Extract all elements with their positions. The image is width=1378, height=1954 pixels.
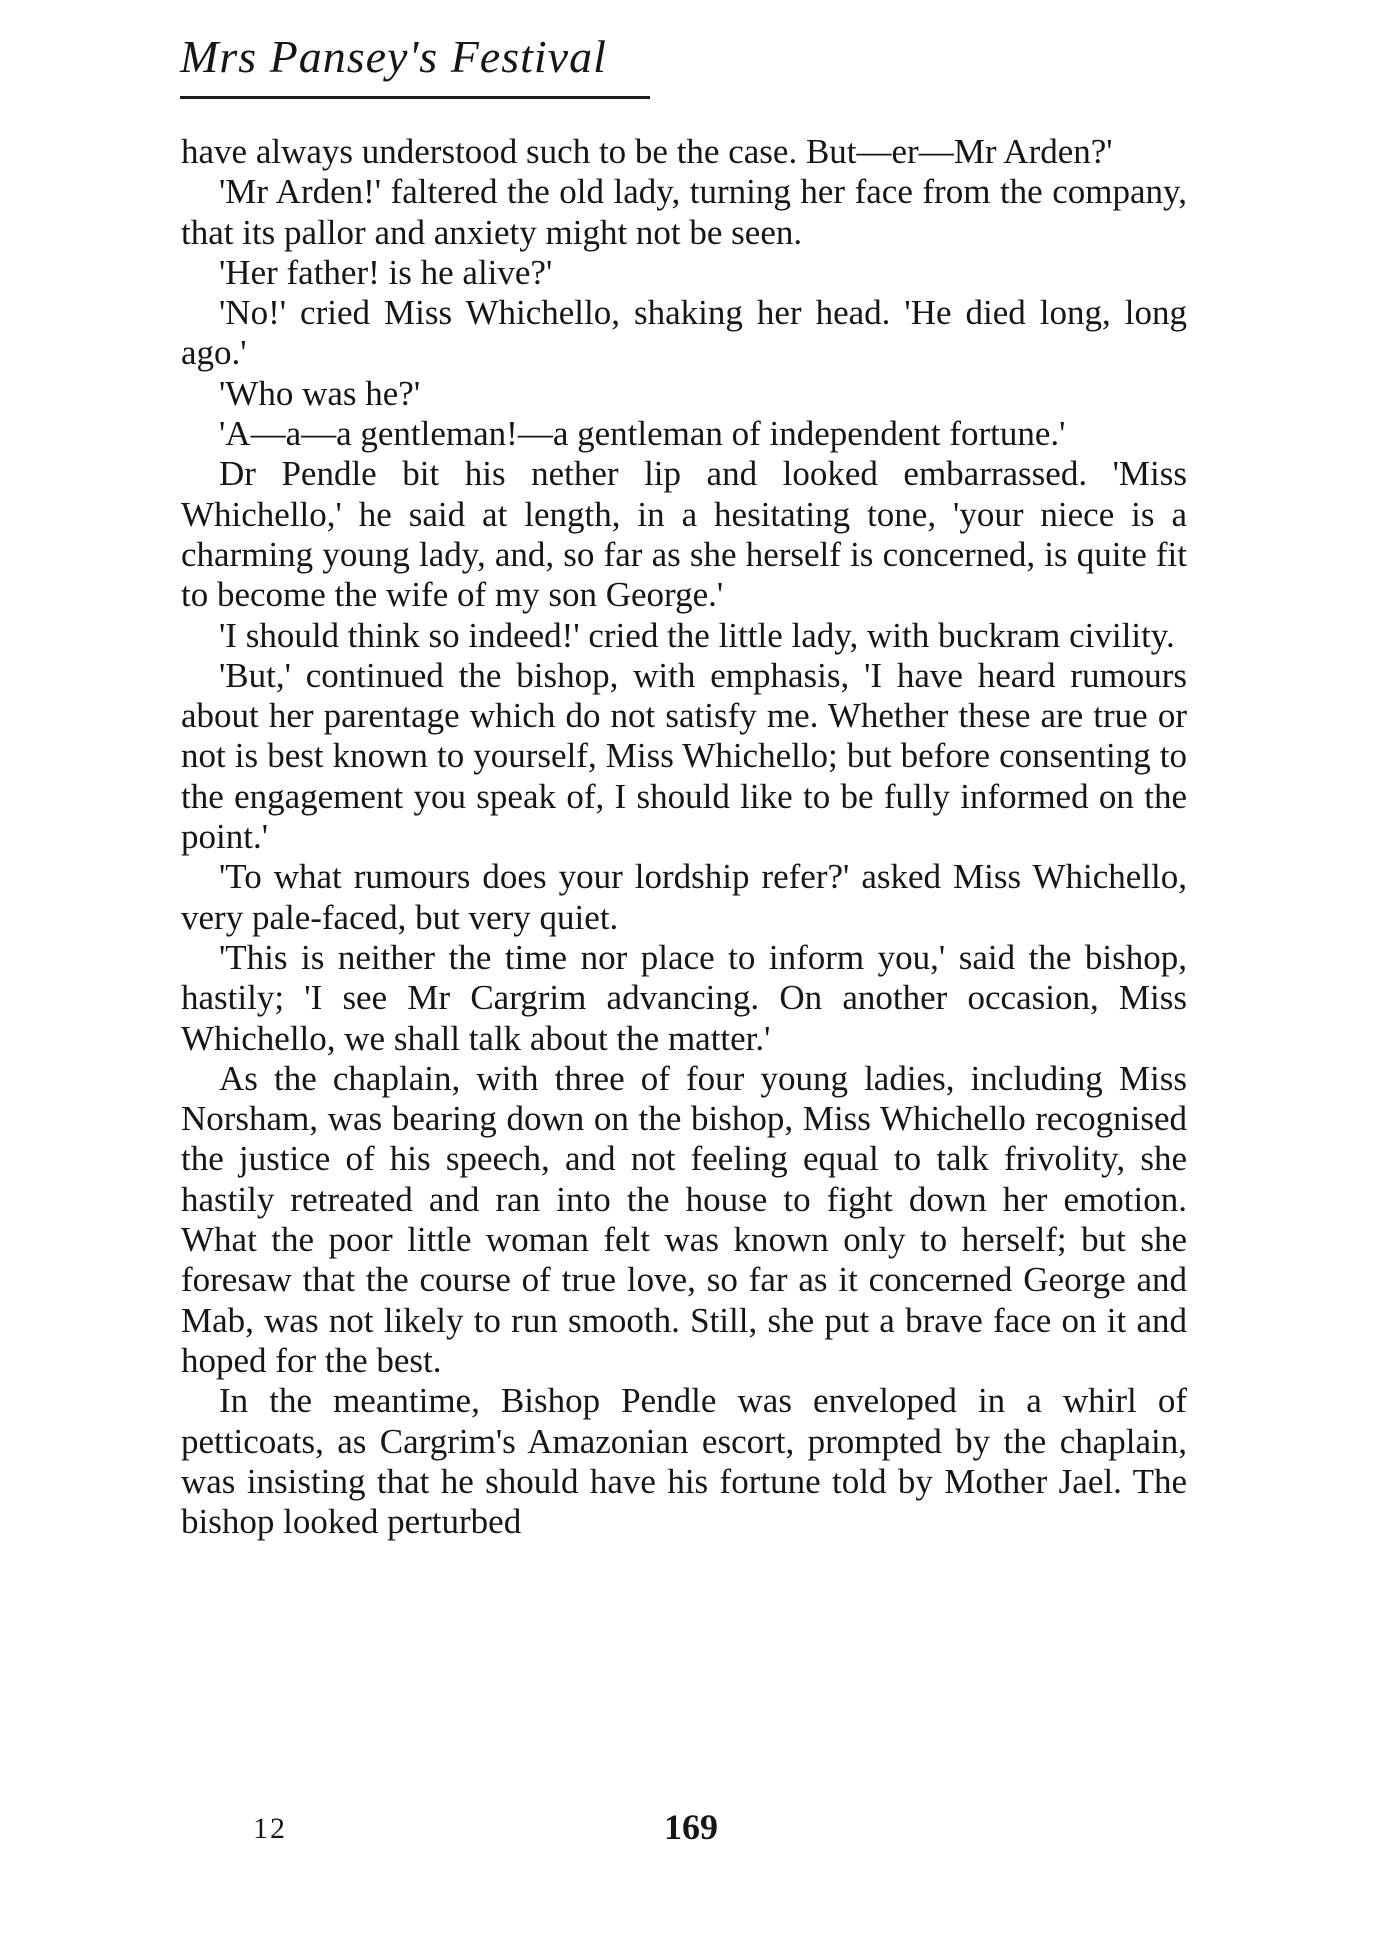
paragraph: 'No!' cried Miss Whichello, shaking her head. 'He died long, long ago.': [181, 293, 1187, 373]
paragraph: 'A—a—a gentleman!—a gentleman of independent fortune.': [219, 414, 1066, 454]
paragraph: 'To what rumours does your lordship refer?' asked Miss Whichello, very pale-faced, but very quiet.: [181, 857, 1187, 937]
paragraph: have always understood such to be the case. But—er—Mr Arden?': [181, 132, 1113, 171]
header-rule: [180, 96, 650, 99]
paragraph: In the meantime, Bishop Pendle was enveloped in a whirl of petticoats, as Cargrim's Amazonian escort, prompted by the chaplain, was insisting that he should have his fortune told by Mother Jael. The bishop looked perturbed: [181, 1381, 1187, 1542]
paragraph: 'Mr Arden!' faltered the old lady, turning her face from the company, that its pallor and anxiety might not be seen.: [181, 172, 1187, 252]
paragraph: 'But,' continued the bishop, with emphasis, 'I have heard rumours about her parentage which do not satisfy me. Whether these are true or not is best known to yourself, Miss Whichello; but before consenting to the engagement you speak of, I should like to be fully informed on the point.': [181, 655, 1187, 857]
signature-mark: 12: [253, 1812, 287, 1845]
paragraph: 'I should think so indeed!' cried the little lady, with buckram civility.: [219, 615, 1175, 655]
paragraph: 'Her father! is he alive?': [219, 252, 553, 292]
running-head: Mrs Pansey's Festival: [180, 31, 607, 82]
page-number: 169: [664, 1807, 718, 1847]
paragraph: As the chaplain, with three of four young ladies, including Miss Norsham, was bearing down on the bishop, Miss Whichello recognised the justice of his speech, and not feeling equal to talk frivolity, she hastily retreated and ran into the house to fight down her emotion. What the poor little woman felt was known only to herself; but she foresaw that the course of true love, so far as it concerned George and Mab, was not likely to run smooth. Still, she put a brave face on it and hoped for the best.: [181, 1058, 1187, 1380]
paragraph: Dr Pendle bit his nether lip and looked embarrassed. 'Miss Whichello,' he said at length, in a hesitating tone, 'your niece is a charming young lady, and, so far as she herself is concerned, is quite fit to become the wife of my son George.': [181, 454, 1187, 615]
paragraph: 'Who was he?': [219, 373, 421, 413]
paragraph: 'This is neither the time nor place to inform you,' said the bishop, hastily; 'I see Mr Cargrim advancing. On another occasion, Miss Whichello, we shall talk about the matter.': [181, 937, 1187, 1058]
body-text: [181, 132, 1187, 1542]
